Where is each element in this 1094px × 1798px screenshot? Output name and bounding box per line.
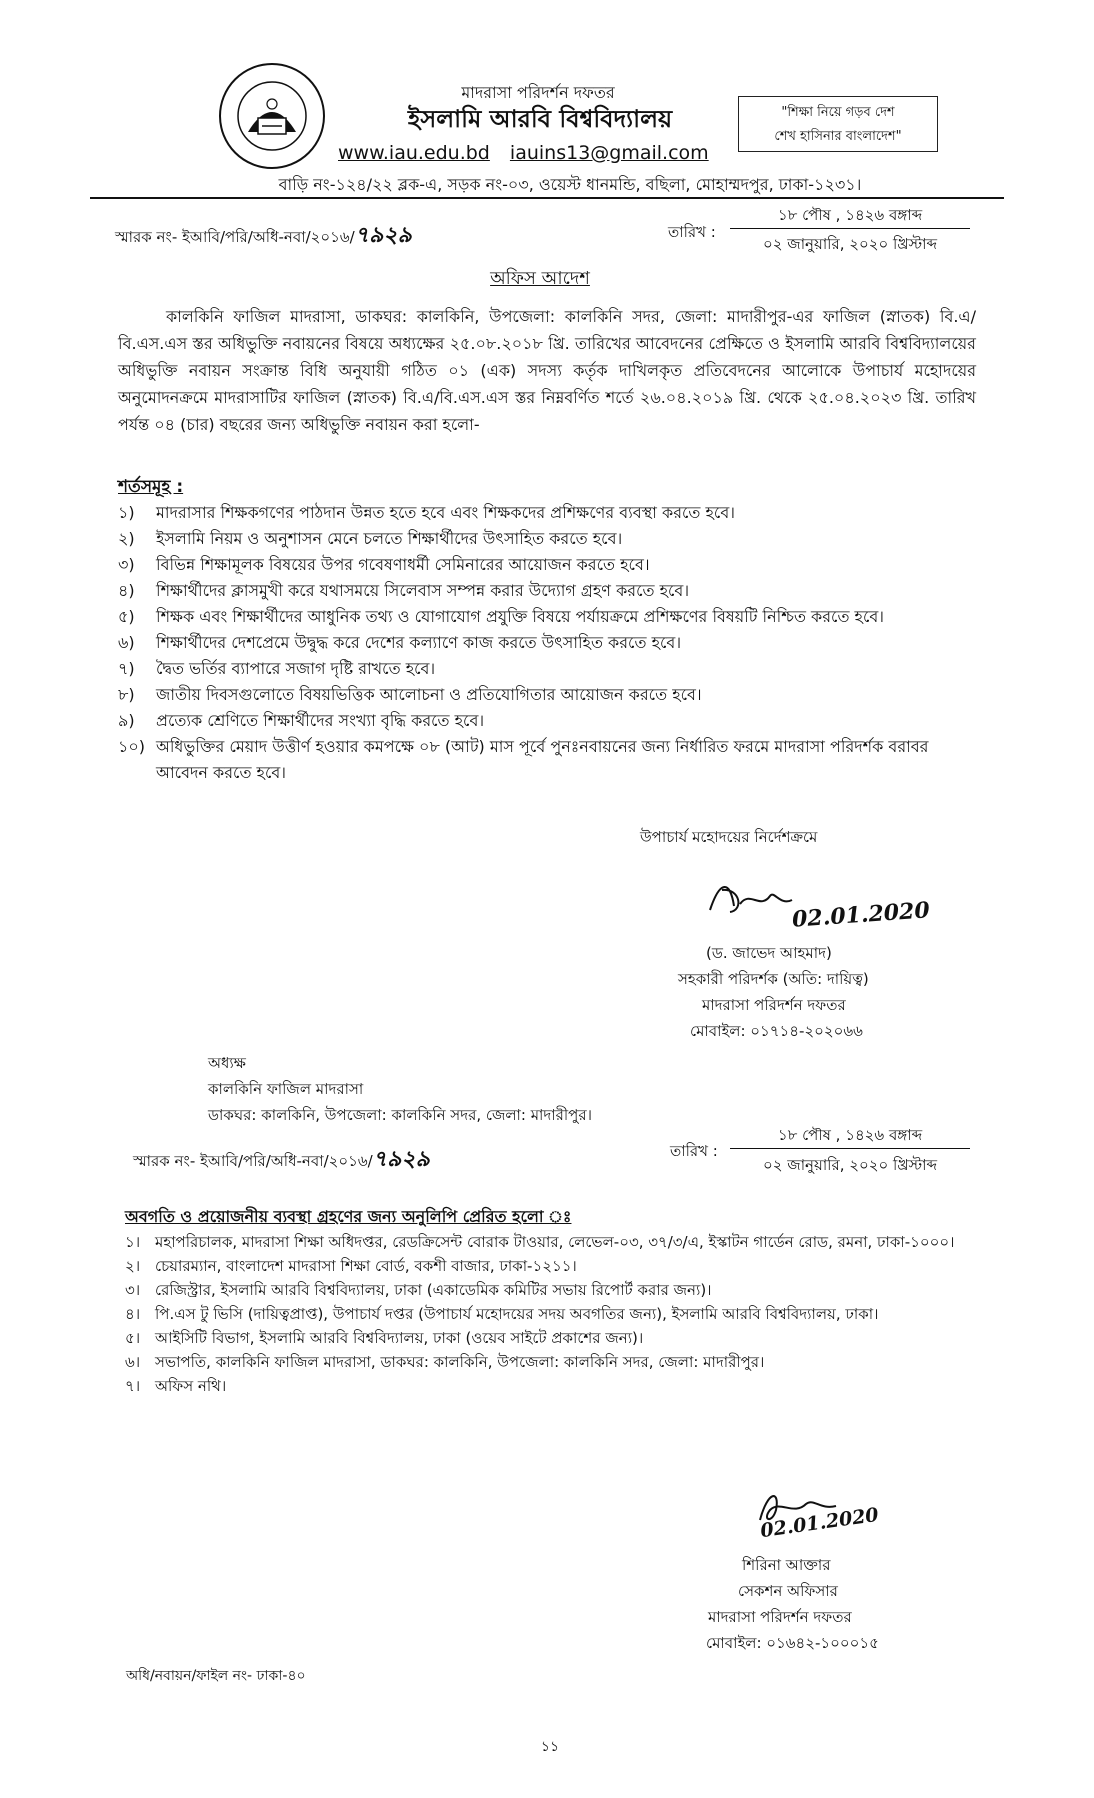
copy-item-number: ৬। [125,1353,141,1371]
condition-item-number: ৪) [118,581,135,600]
memo-reference-copy [133,1142,430,1179]
date-label-copy: তারিখ : [670,1142,718,1160]
email-link[interactable]: iauins13@gmail.com [509,142,709,164]
copy-item-number: ৩। [125,1281,141,1299]
copy-item [125,1326,975,1350]
signer-2-designation: সেকশন অফিসার [738,1582,838,1600]
condition-item-text: শিক্ষার্থীদের ক্লাসমুখী করে যথাসময়ে সিলেবাস সম্পন্ন করার উদ্যোগ গ্রহণ করতে হবে। [156,581,690,600]
condition-item-text: ইসলামি নিয়ম ও অনুশাসন মেনে চলতে শিক্ষার্থীদের উৎসাহিত করতে হবে। [156,529,623,548]
condition-item [118,734,976,786]
slogan-line-1: "শিক্ষা নিয়ে গড়ব দেশ [781,105,895,120]
date-bangla-copy: ১৮ পৌষ , ১৪২৬ বঙ্গাব্দ [777,1126,923,1144]
condition-item-number: ২) [118,529,135,548]
university-logo [218,62,326,170]
file-reference: অধি/নবায়ন/ফাইল নং- ঢাকা-৪০ [126,1668,306,1684]
signature-1-date: 02.01.2020 [791,897,931,933]
condition-item-text: বিভিন্ন শিক্ষামূলক বিষয়ের উপর গবেষণাধর্মী সেমিনারের আয়োজন করতে হবে। [156,555,650,574]
date-gregorian: ০২ জানুয়ারি, ২০২০ খ্রিস্টাব্দ [763,235,937,253]
copy-item [125,1254,975,1278]
date-bangla: ১৮ পৌষ , ১৪২৬ বঙ্গাব্দ [777,206,923,224]
contact-line [338,142,709,164]
date-label: তারিখ : [668,223,716,241]
copy-item-number: ৪। [125,1305,141,1323]
copy-item-text: আইসিটি বিভাগ, ইসলামি আরবি বিশ্ববিদ্যালয়, ঢাকা (ওয়েব সাইটে প্রকাশের জন্য)। [155,1329,644,1347]
condition-item [118,578,976,604]
memo-reference [115,218,412,255]
condition-item [118,500,976,526]
office-address: বাড়ি নং-১২৪/২২ ব্লক-এ, সড়ক নং-০৩, ওয়েস্ট ধানমন্ডি, বছিলা, মোহাম্মদপুর, ঢাকা-১২৩১। [278,175,862,194]
website-link[interactable]: www.iau.edu.bd [338,142,490,164]
copy-item-number: ১। [125,1233,141,1251]
copy-item-number: ৭। [125,1377,141,1395]
signer-1-mobile: মোবাইল: ০১৭১৪-২০২০৬৬ [690,1022,863,1040]
copy-item-text: রেজিস্ট্রার, ইসলামি আরবি বিশ্ববিদ্যালয়, ঢাকা (একাডেমিক কমিটির সভায় রিপোর্ট করার জন্য)। [155,1281,712,1299]
copy-item [125,1350,975,1374]
slogan-line-2: শেখ হাসিনার বাংলাদেশ" [774,129,902,144]
memo-ref-label-copy: স্মারক নং- ইআবি/পরি/অধি-নবা/২০১৬/ [133,1152,373,1170]
signer-1-designation: সহকারী পরিদর্শক (অতি: দায়িত্ব) [678,970,869,988]
signer-2-mobile: মোবাইল: ০১৬৪২-১০০০১৫ [706,1634,879,1652]
condition-item [118,630,976,656]
recipient-title: অধ্যক্ষ [208,1054,246,1072]
condition-item-text: প্রত্যেক শ্রেণিতে শিক্ষার্থীদের সংখ্যা বৃদ্ধি করতে হবে। [156,711,485,730]
condition-item-number: ৩) [118,555,135,574]
page-number: ১১ [540,1739,560,1755]
condition-item [118,552,976,578]
date-divider [730,228,970,229]
header-divider [90,197,1004,199]
conditions-heading: শর্তসমূহ : [118,477,184,497]
copy-item-text: সভাপতি, কালকিনি ফাজিল মাদরাসা, ডাকঘর: কালকিনি, উপজেলা: কালকিনি সদর, জেলা: মাদারীপুর। [155,1353,765,1371]
signer-1-name: (ড. জাভেদ আহমাদ) [706,944,832,962]
copy-item-number: ৫। [125,1329,141,1347]
memo-ref-number-copy: ৭৯২৯ [372,1146,430,1172]
document-title: অফিস আদেশ [490,268,590,289]
condition-item-number: ৫) [118,607,135,626]
recipient-institution: কালকিনি ফাজিল মাদরাসা [208,1080,364,1098]
body-paragraph: কালকিনি ফাজিল মাদরাসা, ডাকঘর: কালকিনি, উপজেলা: কালকিনি সদর, জেলা: মাদারীপুর-এর ফাজিল (স্নাতক) বি.এ/বি.এস.এস স্তর অধিভুক্তি নবায়নের বিষয়ে অধ্যক্ষের ২৫.০৮.২০১৮ খ্রি. তারিখের আবেদনের প্রেক্ষিতে ও ইসলামি আরবি বিশ্ববিদ্যালয়ের অধিভুক্তি নবায়ন সংক্রান্ত বিধি অনুযায়ী গঠিত ০১ (এক) সদস্য কর্তৃক দাখিলকৃত প্রতিবেদনের আলোকে উপাচার্য মহোদয়ের অনুমোদনক্রমে মাদরাসাটির ফাজিল (স্নাতক) বি.এ/বি.এস.এস স্তর নিম্নবর্ণিত শর্তে ২৬.০৪.২০১৯ খ্রি. থেকে ২৫.০৪.২০২৩ খ্রি. তারিখ পর্যন্ত ০৪ (চার) বছরের জন্য অধিভুক্তি নবায়ন করা হলো- [118,307,976,434]
condition-item-number: ১০) [118,737,146,756]
copy-item [125,1302,975,1326]
copy-item [125,1230,975,1254]
condition-item-number: ১) [118,503,135,522]
condition-item [118,656,976,682]
memo-ref-number: ৭৯২৯ [354,222,412,248]
condition-item [118,604,976,630]
copy-item-text: চেয়ারম্যান, বাংলাদেশ মাদরাসা শিক্ষা বোর্ড, বকশী বাজার, ঢাকা-১২১১। [155,1257,577,1275]
signer-2-name: শিরিনা আক্তার [742,1556,831,1574]
slogan-box [738,96,938,152]
condition-item [118,682,976,708]
condition-item-number: ৮) [118,685,135,704]
condition-item-text: শিক্ষার্থীদের দেশপ্রেমে উদ্বুদ্ধ করে দেশের কল্যাণে কাজ করতে উৎসাহিত করতে হবে। [156,633,682,652]
signer-2-office: মাদরাসা পরিদর্শন দফতর [708,1608,852,1626]
directive-text: উপাচার্য মহোদয়ের নির্দেশক্রমে [640,828,818,846]
copy-list [125,1230,975,1398]
date-gregorian-copy: ০২ জানুয়ারি, ২০২০ খ্রিস্টাব্দ [763,1156,937,1174]
copy-heading: অবগতি ও প্রয়োজনীয় ব্যবস্থা গ্রহণের জন্য অনুলিপি প্রেরিত হলো ঃ [125,1207,572,1226]
condition-item-text: শিক্ষক এবং শিক্ষার্থীদের আধুনিক তথ্য ও যোগাযোগ প্রযুক্তি বিষয়ে পর্যায়ক্রমে প্রশিক্ষণের বিষয়টি নিশ্চিত করতে হবে। [156,607,885,626]
condition-item-number: ৬) [118,633,135,652]
condition-item [118,708,976,734]
university-name: ইসলামি আরবি বিশ্ববিদ্যালয় [407,105,673,133]
condition-item [118,526,976,552]
recipient-address: ডাকঘর: কালকিনি, উপজেলা: কালকিনি সদর, জেলা: মাদারীপুর। [208,1106,592,1124]
condition-item-number: ৯) [118,711,135,730]
memo-ref-label: স্মারক নং- ইআবি/পরি/অধি-নবা/২০১৬/ [115,228,355,246]
copy-item [125,1278,975,1302]
signer-1-office: মাদরাসা পরিদর্শন দফতর [702,996,846,1014]
condition-item-number: ৭) [118,659,135,678]
signature-2-date: 02.01.2020 [759,1503,880,1543]
conditions-list [118,500,976,786]
condition-item-text: জাতীয় দিবসগুলোতে বিষয়ভিত্তিক আলোচনা ও প্রতিযোগিতার আয়োজন করতে হবে। [156,685,702,704]
copy-item-text: মহাপরিচালক, মাদরাসা শিক্ষা অধিদপ্তর, রেডক্রিসেন্ট বোরাক টাওয়ার, লেভেল-০৩, ৩৭/৩/এ, ইস্কাটন গার্ডেন রোড, রমনা, ঢাকা-১০০০। [155,1233,955,1251]
condition-item-text: অধিভুক্তির মেয়াদ উত্তীর্ণ হওয়ার কমপক্ষে ০৮ (আট) মাস পূর্বে পুনঃনবায়নের জন্য নির্ধারিত ফরমে মাদরাসা পরিদর্শক বরাবর আবেদন করতে হবে। [156,737,929,782]
condition-item-text: দ্বৈত ভর্তির ব্যাপারে সজাগ দৃষ্টি রাখতে হবে। [156,659,436,678]
condition-item-text: মাদরাসার শিক্ষকগণের পাঠদান উন্নত হতে হবে এবং শিক্ষকদের প্রশিক্ষণের ব্যবস্থা করতে হবে। [156,503,735,522]
office-name: মাদরাসা পরিদর্শন দফতর [461,83,615,102]
copy-item-text: পি.এস টু ভিসি (দায়িত্বপ্রাপ্ত), উপাচার্য দপ্তর (উপাচার্য মহোদয়ের সদয় অবগতির জন্য), ইসলামি আরবি বিশ্ববিদ্যালয়, ঢাকা। [155,1305,879,1323]
copy-item-number: ২। [125,1257,141,1275]
copy-item [125,1374,975,1398]
date-divider-copy [730,1148,970,1149]
copy-item-text: অফিস নথি। [155,1377,227,1395]
